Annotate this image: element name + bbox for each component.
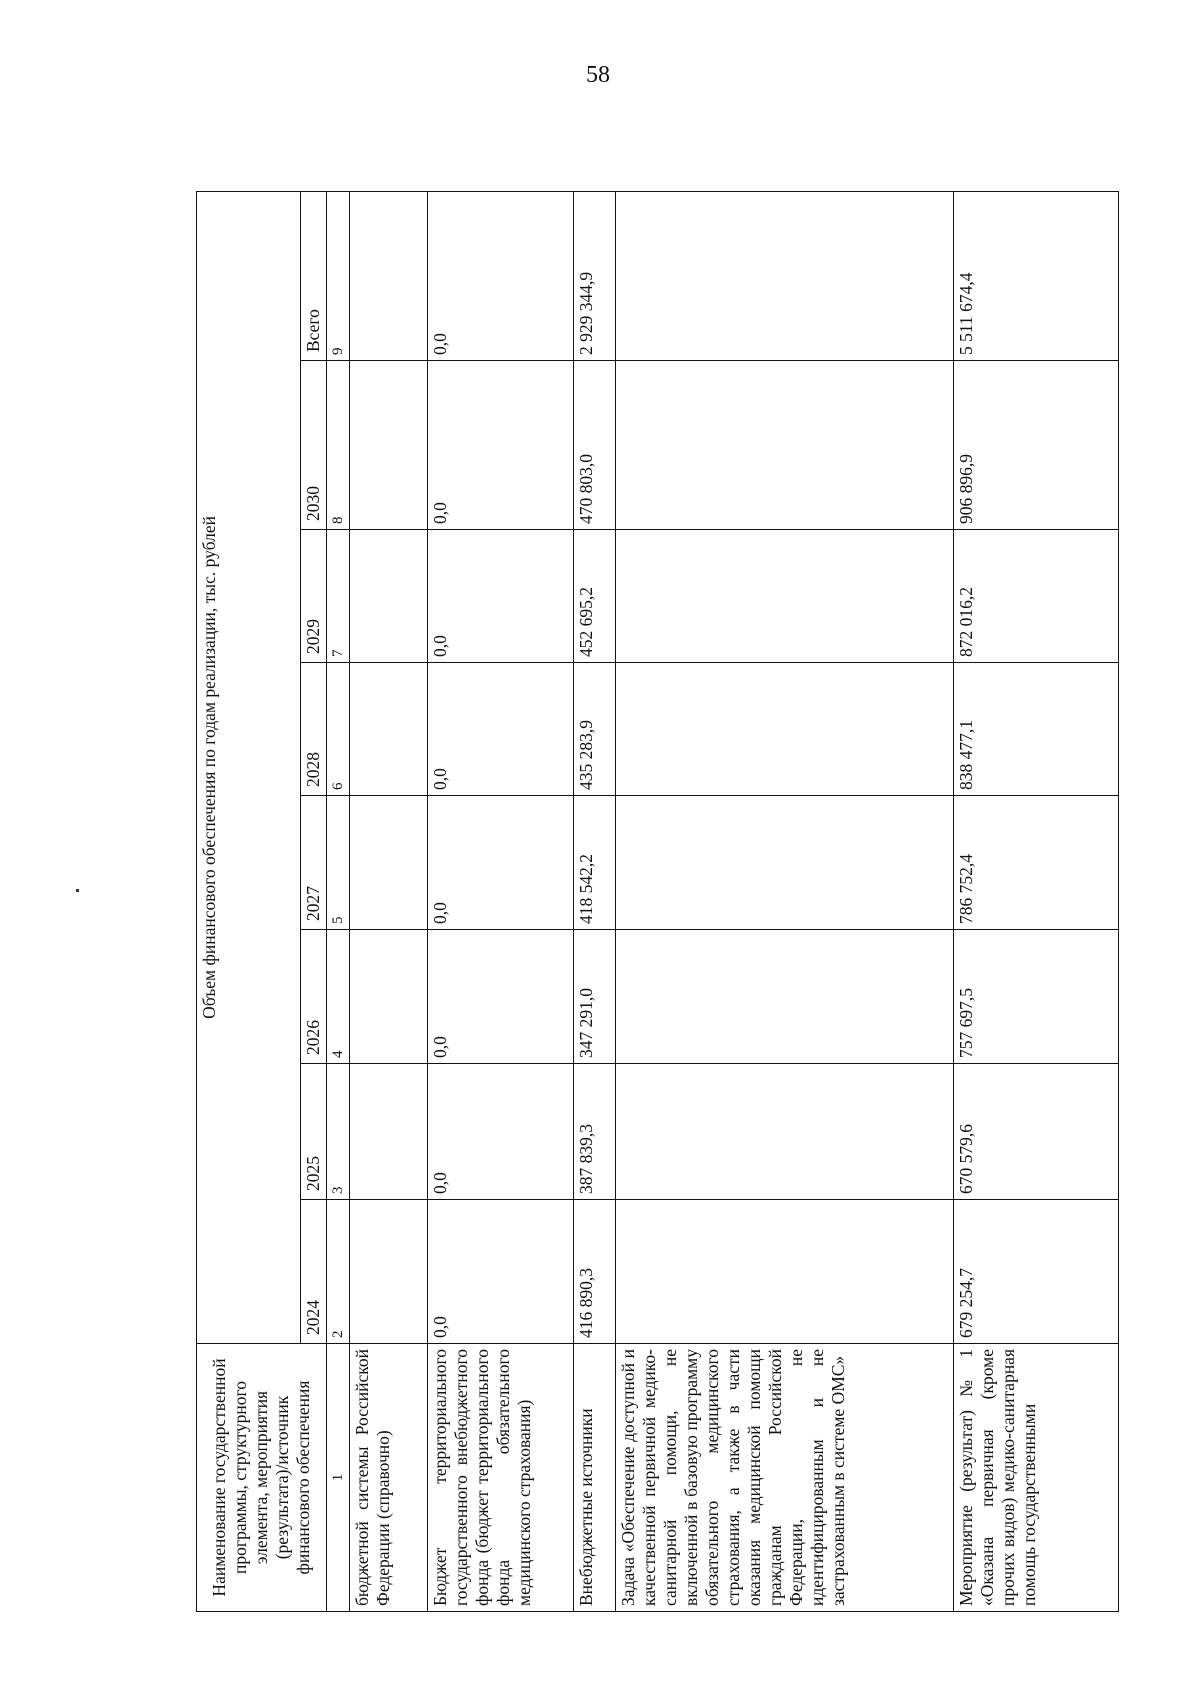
table-row (574, 191, 616, 1611)
header-year: 2025 (301, 1064, 327, 1200)
row-value (616, 1064, 954, 1200)
table-row (428, 191, 574, 1611)
row-total (616, 191, 954, 360)
row-value: 0,0 (428, 361, 574, 530)
column-number: 5 (327, 796, 350, 930)
row-value (616, 1200, 954, 1344)
header-row-top (197, 191, 301, 1611)
row-total: 2 929 344,9 (574, 191, 616, 360)
column-number: 6 (327, 663, 350, 796)
row-value: 0,0 (428, 1200, 574, 1344)
table-row (616, 191, 954, 1611)
row-value: 679 254,7 (954, 1200, 1119, 1344)
header-name-column: Наименование государственной программы, структурного элемента, мероприятия (результата)/источник финансового обеспечения (197, 1344, 327, 1612)
row-value: 470 803,0 (574, 361, 616, 530)
row-value (350, 663, 428, 796)
row-value: 0,0 (428, 530, 574, 663)
table-row (350, 191, 428, 1611)
row-value: 416 890,3 (574, 1200, 616, 1344)
column-number: 1 (327, 1344, 350, 1612)
header-year: 2027 (301, 796, 327, 930)
row-value: 452 695,2 (574, 530, 616, 663)
rotated-table-wrapper (196, 192, 1113, 1612)
column-number: 7 (327, 530, 350, 663)
row-value: 387 839,3 (574, 1064, 616, 1200)
row-value: 838 477,1 (954, 663, 1119, 796)
row-value: 347 291,0 (574, 930, 616, 1064)
row-value: 670 579,6 (954, 1064, 1119, 1200)
row-value (616, 530, 954, 663)
row-value: 757 697,5 (954, 930, 1119, 1064)
row-value (616, 361, 954, 530)
header-year: 2024 (301, 1200, 327, 1344)
row-total: 5 511 674,4 (954, 191, 1119, 360)
row-value: 786 752,4 (954, 796, 1119, 930)
row-name: Мероприятие (результат) № 1 «Оказана первичная (кроме прочих видов) медико-санитарная помощь государственными (954, 1344, 1119, 1612)
row-value (616, 930, 954, 1064)
column-number: 8 (327, 361, 350, 530)
row-value: 435 283,9 (574, 663, 616, 796)
row-value: 0,0 (428, 1064, 574, 1200)
row-name: бюджетной системы Российской Федерации (справочно) (350, 1344, 428, 1612)
header-total: Всего (301, 191, 327, 360)
table-row (954, 191, 1119, 1611)
row-value (350, 530, 428, 663)
column-number: 3 (327, 1064, 350, 1200)
header-volume: Объем финансового обеспечения по годам реализации, тыс. рублей (197, 191, 301, 1343)
header-year: 2028 (301, 663, 327, 796)
row-total: 0,0 (428, 191, 574, 360)
header-year: 2030 (301, 361, 327, 530)
row-value (350, 361, 428, 530)
row-value: 906 896,9 (954, 361, 1119, 530)
page-number: 58 (586, 62, 610, 88)
row-value (616, 663, 954, 796)
row-value (350, 1200, 428, 1344)
row-name: Задача «Обеспечение доступной и качественной первичной медико-санитарной помощи, не включенной в базовую программу обязательного медицинского страхования, а также в части оказания медицинской помощи гражданам Российской Федерации, не идентифицированным и не застрахованным в системе ОМС» (616, 1344, 954, 1612)
row-value: 0,0 (428, 796, 574, 930)
row-value (616, 796, 954, 930)
row-name: Внебюджетные источники (574, 1344, 616, 1612)
row-value: 418 542,2 (574, 796, 616, 930)
header-year: 2026 (301, 930, 327, 1064)
header-year: 2029 (301, 530, 327, 663)
row-value: 872 016,2 (954, 530, 1119, 663)
row-total (350, 191, 428, 360)
row-name: Бюджет территориального государственного внебюджетного фонда (бюджет территориального фонда обязательного медицинского страхования) (428, 1344, 574, 1612)
row-value: 0,0 (428, 930, 574, 1064)
row-value (350, 1064, 428, 1200)
column-number: 4 (327, 930, 350, 1064)
row-value: 0,0 (428, 663, 574, 796)
row-value (350, 796, 428, 930)
header-row-column-numbers (327, 191, 350, 1611)
scan-speck (76, 889, 79, 892)
column-number: 9 (327, 191, 350, 360)
column-number: 2 (327, 1200, 350, 1344)
budget-table (196, 191, 1119, 1612)
row-value (350, 930, 428, 1064)
